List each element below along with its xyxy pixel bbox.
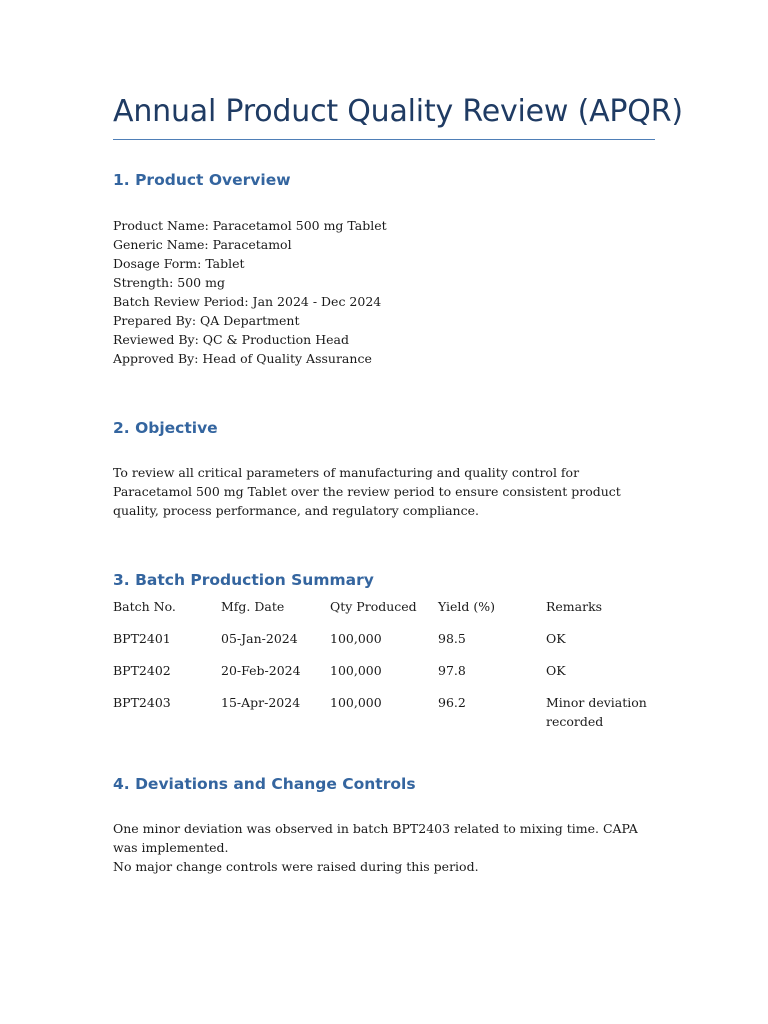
title-underline xyxy=(113,139,655,140)
section-heading-product-overview: 1. Product Overview xyxy=(113,171,291,189)
review-period-line: Batch Review Period: Jan 2024 - Dec 2024 xyxy=(113,294,382,309)
objective-paragraph: To review all critical parameters of manufacturing and quality control for Paracetamol 500 mg Tablet over the review period to ensure consistent product quality, process performance, and regulatory compliance. xyxy=(113,465,621,518)
qty-produced-cell: 100,000 xyxy=(330,631,382,646)
batch-no-cell: BPT2402 xyxy=(113,663,171,678)
batch-no-cell: BPT2401 xyxy=(113,631,171,646)
batch-no-cell: BPT2403 xyxy=(113,695,171,710)
remarks-cell: OK xyxy=(546,631,566,646)
mfg-date-cell: 20-Feb-2024 xyxy=(221,663,301,678)
deviation-paragraph: One minor deviation was observed in batch BPT2403 related to mixing time. CAPA was implemented. xyxy=(113,821,638,855)
change-control-paragraph: No major change controls were raised during this period. xyxy=(113,859,479,874)
column-header-remarks: Remarks xyxy=(546,599,603,614)
section-heading-objective: 2. Objective xyxy=(113,419,218,437)
yield-cell: 97.8 xyxy=(438,663,466,678)
qty-produced-cell: 100,000 xyxy=(330,663,382,678)
column-header-mfg-date: Mfg. Date xyxy=(221,599,285,614)
yield-cell: 96.2 xyxy=(438,695,466,710)
remarks-cell: OK xyxy=(546,663,566,678)
section-heading-deviations: 4. Deviations and Change Controls xyxy=(113,775,416,793)
dosage-form-line: Dosage Form: Tablet xyxy=(113,256,245,271)
strength-line: Strength: 500 mg xyxy=(113,275,225,290)
mfg-date-cell: 15-Apr-2024 xyxy=(221,695,301,710)
approved-by-line: Approved By: Head of Quality Assurance xyxy=(113,351,372,366)
yield-cell: 98.5 xyxy=(438,631,466,646)
document-title: Annual Product Quality Review (APQR) xyxy=(113,94,683,129)
reviewed-by-line: Reviewed By: QC & Production Head xyxy=(113,332,349,347)
column-header-qty-produced: Qty Produced xyxy=(330,599,417,614)
qty-produced-cell: 100,000 xyxy=(330,695,382,710)
remarks-cell: Minor deviation recorded xyxy=(546,695,647,729)
section-heading-batch-summary: 3. Batch Production Summary xyxy=(113,571,374,589)
prepared-by-line: Prepared By: QA Department xyxy=(113,313,300,328)
generic-name-line: Generic Name: Paracetamol xyxy=(113,237,292,252)
column-header-yield: Yield (%) xyxy=(438,599,496,614)
column-header-batch-no: Batch No. xyxy=(113,599,176,614)
mfg-date-cell: 05-Jan-2024 xyxy=(221,631,298,646)
product-name-line: Product Name: Paracetamol 500 mg Tablet xyxy=(113,218,387,233)
